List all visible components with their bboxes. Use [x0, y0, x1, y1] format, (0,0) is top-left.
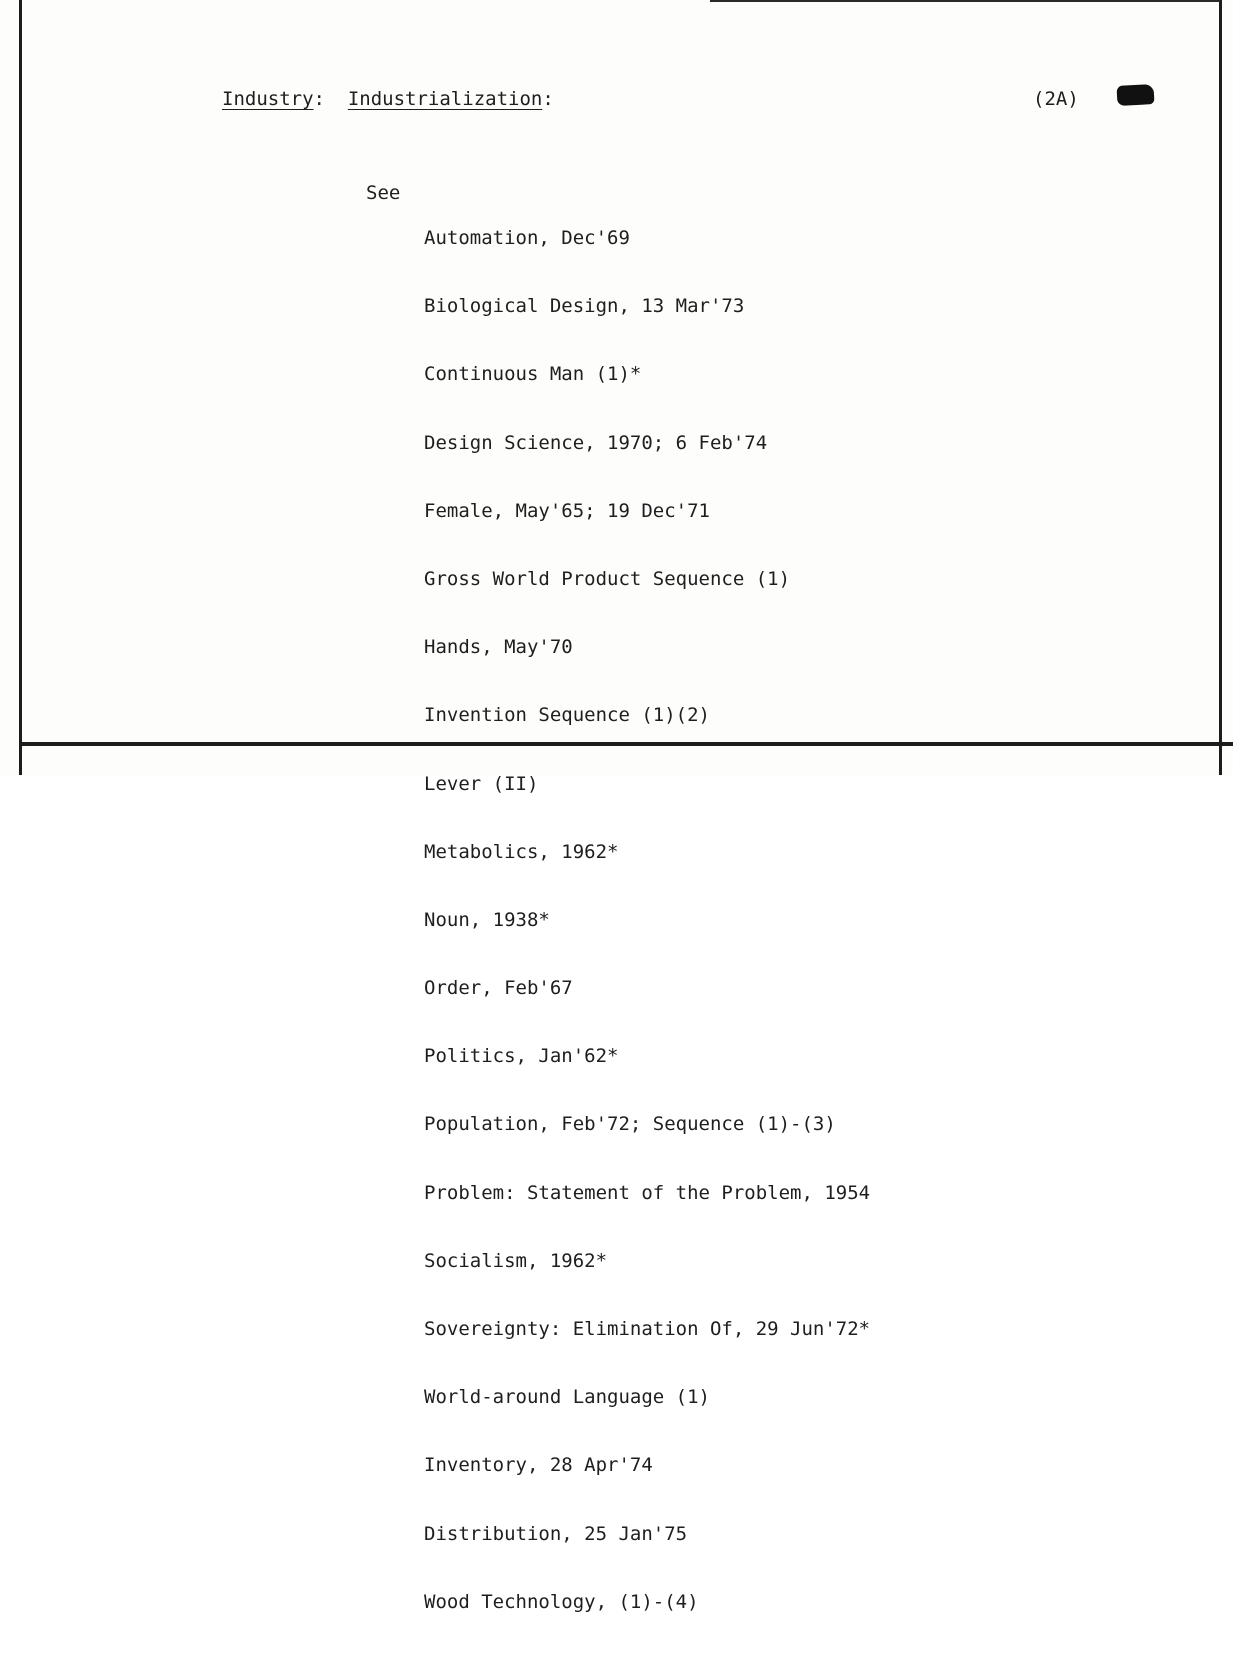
- list-item: Hands, May'70: [424, 636, 573, 659]
- list-item: Order, Feb'67: [424, 977, 573, 1000]
- list-item: Lever (II): [424, 772, 539, 795]
- list-item: Inventory, 28 Apr'74: [424, 1454, 653, 1477]
- card-top-border: [710, 0, 1220, 2]
- list-item: Gross World Product Sequence (1): [424, 567, 791, 590]
- list-item: Automation, Dec'69: [424, 227, 630, 249]
- see-label: See: [366, 182, 401, 204]
- heading-subject: Industry: [222, 88, 314, 110]
- list-item: Population, Feb'72; Sequence (1)-(3): [424, 1113, 836, 1136]
- list-item: Noun, 1938*: [424, 908, 550, 931]
- list-item: Distribution, 25 Jan'75: [424, 1522, 688, 1545]
- list-item: Metabolics, 1962*: [424, 840, 619, 863]
- heading-separator: :: [542, 88, 554, 110]
- list-item: Sovereignty: Elimination Of, 29 Jun'72*: [424, 1318, 871, 1340]
- list-item: Continuous Man (1)*: [424, 363, 642, 386]
- heading-separator: :: [313, 88, 325, 110]
- list-item: Socialism, 1962*: [424, 1249, 608, 1272]
- list-item: Invention Sequence (1)(2): [424, 704, 710, 727]
- card-heading: [222, 88, 554, 110]
- list-item: Biological Design, 13 Mar'73: [424, 295, 745, 318]
- card-right-border: [1219, 0, 1222, 775]
- list-item: World-around Language (1): [424, 1386, 710, 1409]
- list-item: Politics, Jan'62*: [424, 1045, 619, 1068]
- cross-reference-list: [424, 182, 870, 1658]
- list-item: Female, May'65; 19 Dec'71: [424, 499, 710, 522]
- card-left-border: [19, 0, 22, 775]
- list-item: Design Science, 1970; 6 Feb'74: [424, 431, 768, 454]
- list-item: Wood Technology, (1)-(4): [424, 1590, 699, 1613]
- heading-topic: Industrialization: [347, 88, 543, 110]
- list-item: Problem: Statement of the Problem, 1954: [424, 1181, 871, 1204]
- ink-blot: [1117, 84, 1155, 106]
- card-code: (2A): [1033, 88, 1079, 110]
